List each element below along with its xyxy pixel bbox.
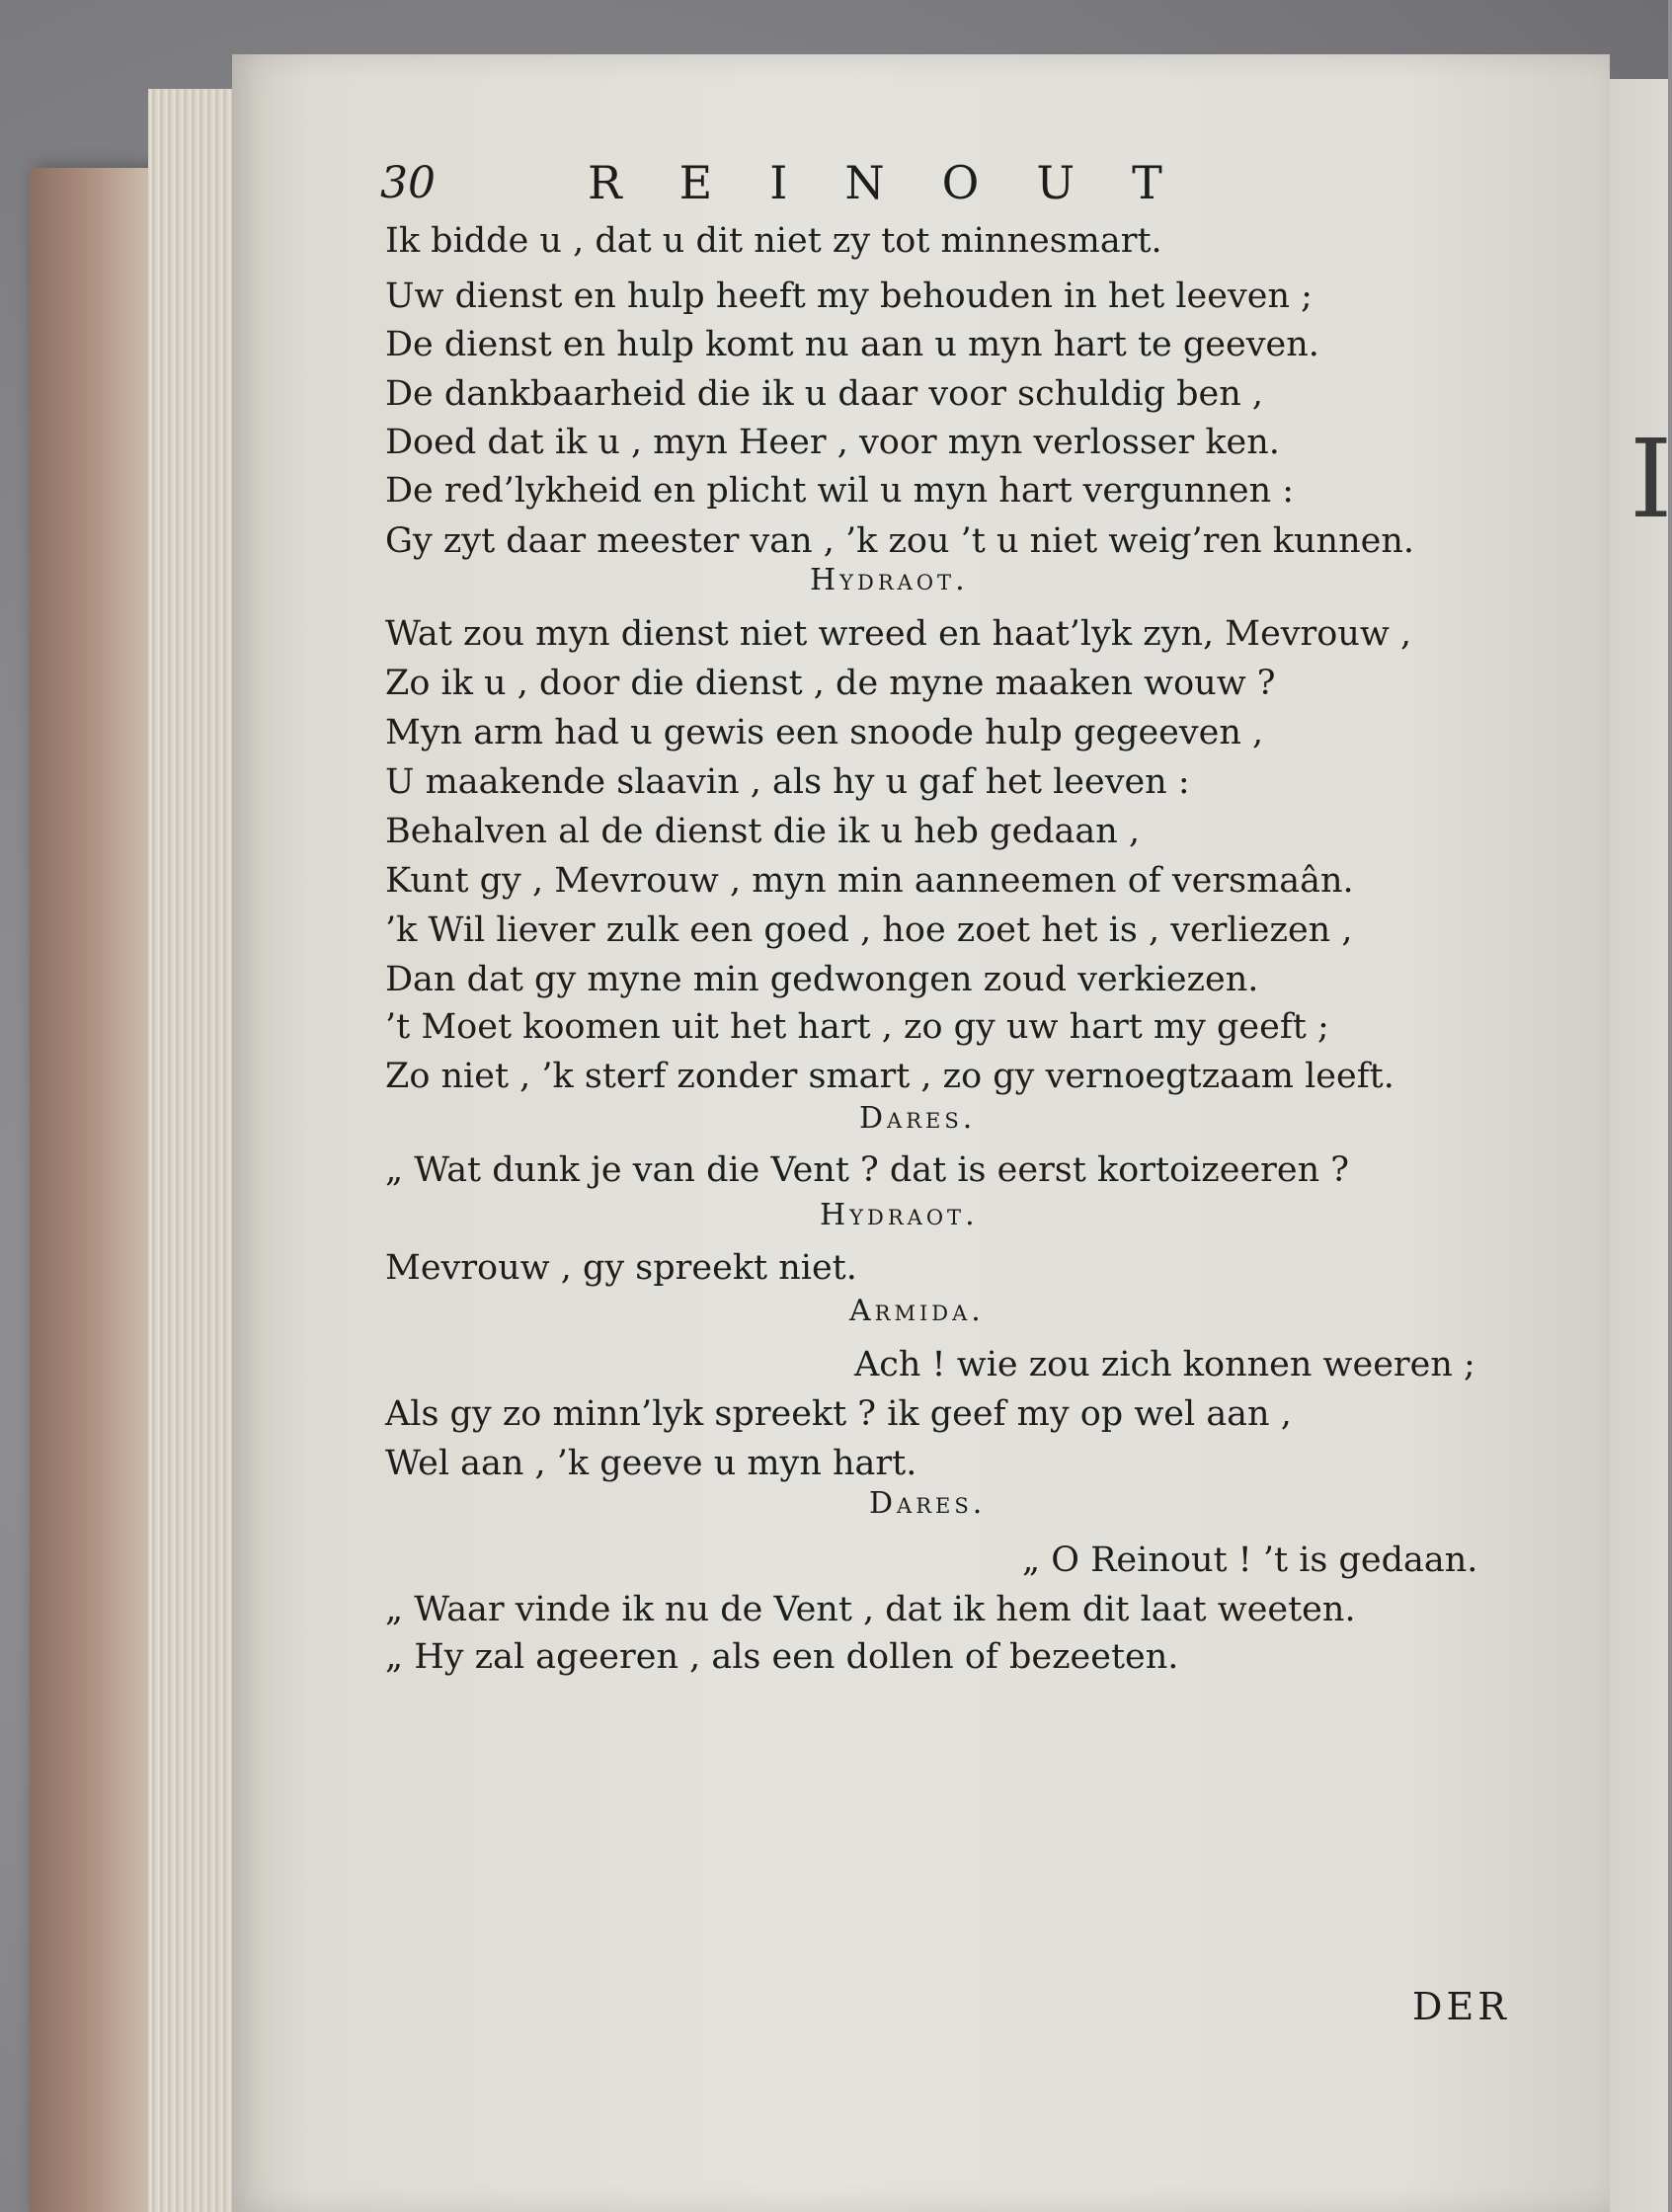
- verse-line: De dankbaarheid die ik u daar voor schuldig ben ,: [385, 374, 1264, 414]
- verse-line: Zo niet , ’k sterf zonder smart , zo gy vernoegtzaam leeft.: [385, 1057, 1394, 1096]
- speaker-heading: Armida.: [849, 1294, 985, 1328]
- verse-line: Gy zyt daar meester van , ’k zou ’t u niet weig’ren kunnen.: [385, 521, 1415, 561]
- verse-line: Ach ! wie zou zich konnen weeren ;: [854, 1345, 1475, 1384]
- speaker-heading: Hydraot.: [810, 563, 969, 597]
- running-title: REINOUT: [588, 156, 1220, 209]
- verse-line: Ik bidde u , dat u dit niet zy tot minnesmart.: [385, 221, 1162, 261]
- speaker-heading: Hydraot.: [820, 1198, 979, 1232]
- verse-line: Myn arm had u gewis een snoode hulp gegeeven ,: [385, 713, 1264, 752]
- verse-line: „ Wat dunk je van die Vent ? dat is eerst kortoizeeren ?: [385, 1150, 1350, 1190]
- verse-line: De dienst en hulp komt nu aan u myn hart te geeven.: [385, 325, 1319, 364]
- verse-line: Zo ik u , door die dienst , de myne maaken wouw ?: [385, 664, 1276, 703]
- verse-line: Als gy zo minn’lyk spreekt ? ik geef my op wel aan ,: [385, 1394, 1292, 1434]
- speaker-heading: Dares.: [869, 1486, 987, 1521]
- verse-line: De red’lykheid en plicht wil u myn hart vergunnen :: [385, 471, 1295, 511]
- verse-line: Wat zou myn dienst niet wreed en haat’lyk zyn, Mevrouw ,: [385, 614, 1412, 654]
- verse-line: Kunt gy , Mevrouw , myn min aanneemen of versmaân.: [385, 861, 1354, 901]
- verse-line: „ Hy zal ageeren , als een dollen of bezeeten.: [385, 1637, 1179, 1677]
- verse-line: U maakende slaavin , als hy u gaf het leeven :: [385, 762, 1190, 802]
- verse-line: ’t Moet koomen uit het hart , zo gy uw hart my geeft ;: [385, 1007, 1329, 1047]
- verse-line: „ O Reinout ! ’t is gedaan.: [1022, 1540, 1478, 1580]
- verse-line: „ Waar vinde ik nu de Vent , dat ik hem dit laat weeten.: [385, 1590, 1356, 1629]
- verse-line: Mevrouw , gy spreekt niet.: [385, 1248, 857, 1288]
- verse-line: Uw dienst en hulp heeft my behouden in het leeven ;: [385, 276, 1313, 316]
- page-header: [380, 158, 1536, 217]
- verse-line: Doed dat ik u , myn Heer , voor myn verlosser ken.: [385, 423, 1280, 462]
- catchword: DER: [1412, 1985, 1510, 2028]
- verse-line: ’k Wil liever zulk een goed , hoe zoet het is , verliezen ,: [385, 910, 1353, 950]
- facing-page-initial: I: [1630, 416, 1672, 542]
- page-number: 30: [380, 158, 436, 208]
- verse-line: Wel aan , ’k geeve u myn hart.: [385, 1444, 917, 1483]
- verse-line: Behalven al de dienst die ik u heb gedaan ,: [385, 812, 1141, 851]
- verse-line: Dan dat gy myne min gedwongen zoud verkiezen.: [385, 960, 1259, 999]
- speaker-heading: Dares.: [859, 1101, 977, 1136]
